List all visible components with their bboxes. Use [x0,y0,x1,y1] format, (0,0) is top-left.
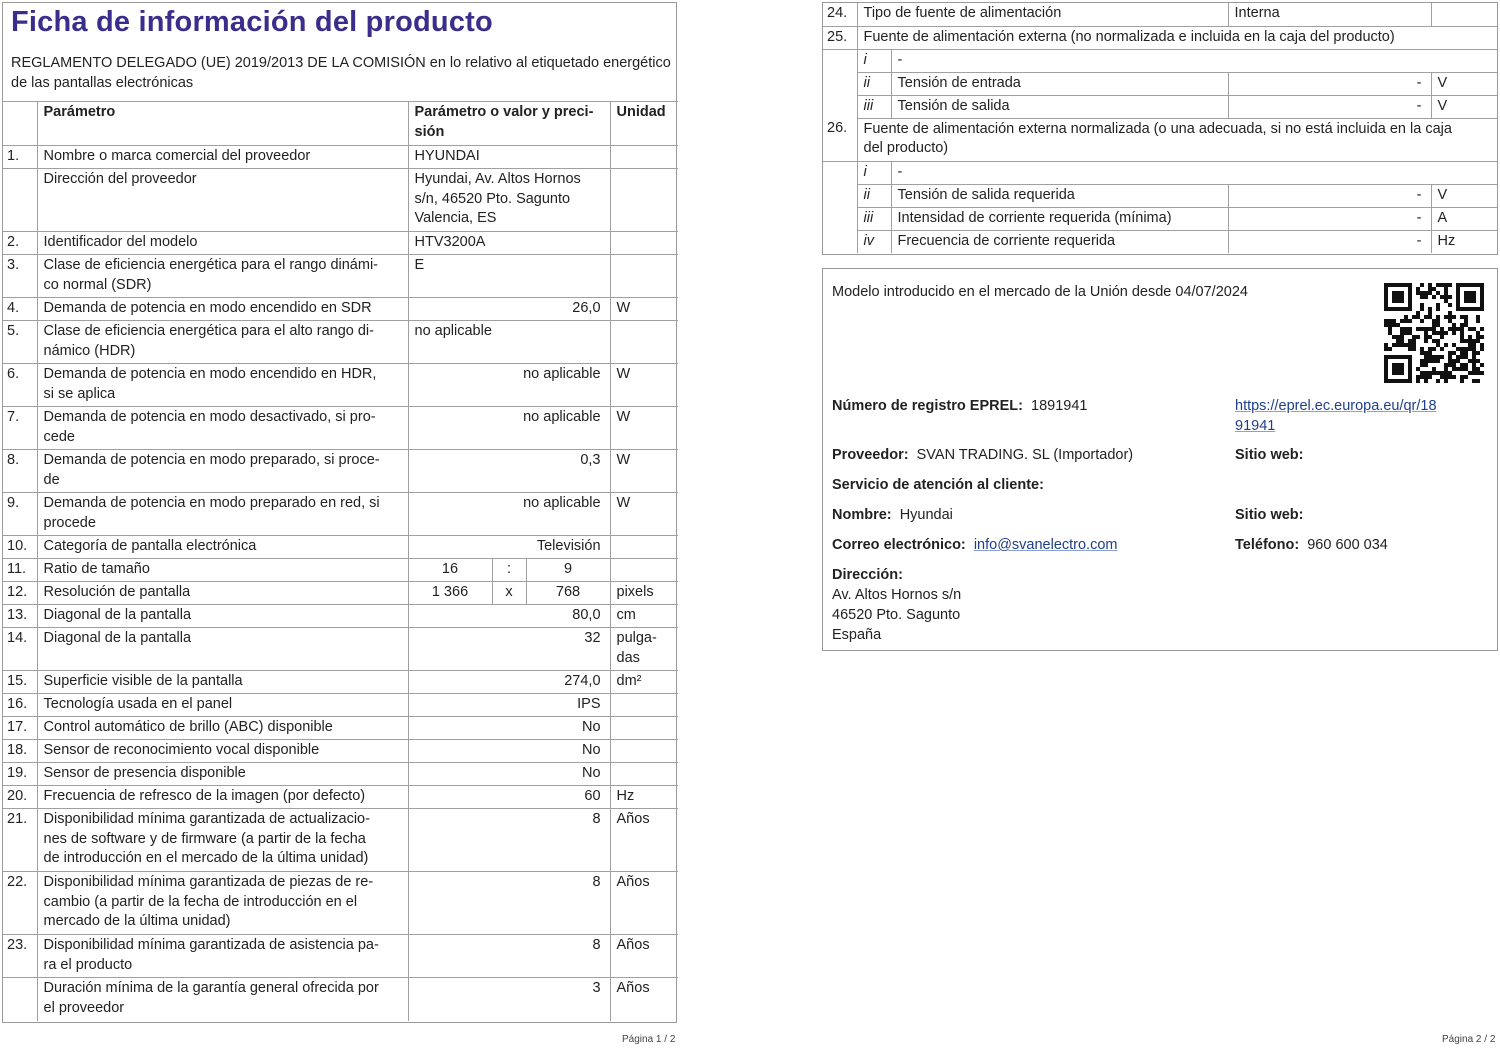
table-row [3,169,678,232]
table-row [823,161,1497,184]
market-intro-text: Modelo introducido en el mercado de la Unión desde 04/07/2024 [832,284,1248,300]
value-part-a: 16 [408,559,492,582]
parameter-value: 3 [408,978,610,1021]
table-row [823,118,1497,161]
row-label: Tensión de salida requerida [891,184,1228,207]
unit-cell [610,763,678,786]
table-row [3,146,678,169]
service-website [1235,505,1303,525]
row-number: 22. [3,872,37,935]
website-label: Sitio web: [1235,447,1304,463]
sub-item-marker: i [857,49,891,72]
parameter-value: 0,3 [408,450,610,493]
row-number [3,978,37,1021]
row-number: 24. [823,3,857,26]
table-row [3,935,678,978]
row-number: 1. [3,146,37,169]
row-unit: Hz [1431,230,1497,253]
row-number: 21. [3,809,37,872]
row-number: 18. [3,740,37,763]
table-row [3,232,678,255]
parameter-label: Identificador del modelo [37,232,408,255]
parameter-label: Resolución de pantalla [37,582,408,605]
parameter-label: Demanda de potencia en modo preparado en red, si procede [37,493,408,536]
row-number-empty [823,72,857,95]
parameter-label: Nombre o marca comercial del proveedor [37,146,408,169]
unit-cell: W [610,364,678,407]
email-link[interactable]: info@svanelectro.com [973,537,1118,553]
unit-cell [610,536,678,559]
unit-cell [610,740,678,763]
row-unit: V [1431,72,1497,95]
supplier-line [832,445,1133,465]
table-row [823,3,1497,26]
supplier-label: Proveedor: [832,447,909,463]
row-unit: A [1431,207,1497,230]
row-number-empty [823,95,857,118]
row-number: 25. [823,26,857,49]
product-info-sheet-page-1 [2,2,677,1023]
name-value: Hyundai [899,507,953,523]
row-value: - [1228,72,1431,95]
eprel-link[interactable] [1235,396,1437,436]
parameter-label: Diagonal de la pantalla [37,628,408,671]
row-number: 7. [3,407,37,450]
parameter-value: 274,0 [408,671,610,694]
parameter-label: Disponibilidad mínima garantizada de asistencia pa- ra el producto [37,935,408,978]
row-unit [1431,3,1497,26]
parameter-label: Demanda de potencia en modo desactivado, si pro- cede [37,407,408,450]
table-row [3,582,678,605]
value-separator: : [492,559,526,582]
table-row [3,407,678,450]
address-line-2: 46520 Pto. Sagunto [832,607,961,623]
parameter-value: no aplicable [408,321,610,364]
row-number: 10. [3,536,37,559]
unit-cell [610,255,678,298]
phone-line [1235,535,1388,555]
address-line-3: España [832,627,882,643]
row-number: 16. [3,694,37,717]
parameter-value: HYUNDAI [408,146,610,169]
supplier-value: SVAN TRADING. SL (Importador) [916,447,1134,463]
parameter-value: no aplicable [408,364,610,407]
parameter-value: 60 [408,786,610,809]
page-number: Página 1 / 2 [622,1034,676,1045]
table-row [823,26,1497,49]
eprel-link-line-2[interactable]: 91941 [1235,418,1276,434]
row-number-empty [823,184,857,207]
table-row [3,321,678,364]
value-part-b: 768 [526,582,610,605]
parameter-value: no aplicable [408,493,610,536]
unit-cell [610,559,678,582]
parameter-value: No [408,763,610,786]
row-label: Fuente de alimentación externa normalizada (o una adecuada, si no está incluida en la caja del producto) [857,118,1497,161]
sub-item-marker: iii [857,207,891,230]
row-label: Tensión de entrada [891,72,1228,95]
header-value: Parámetro o valor y preci- sión [408,102,610,146]
row-number: 14. [3,628,37,671]
page-title: Ficha de información del producto [11,6,493,38]
row-label: Intensidad de corriente requerida (mínima) [891,207,1228,230]
parameter-label: Clase de eficiencia energética para el alto rango di- námico (HDR) [37,321,408,364]
sub-item-marker: ii [857,72,891,95]
unit-cell [610,321,678,364]
table-row [3,493,678,536]
row-number: 11. [3,559,37,582]
parameter-value: No [408,740,610,763]
row-label: Fuente de alimentación externa (no normalizada e incluida en la caja del producto) [857,26,1497,49]
parameter-label: Sensor de reconocimiento vocal disponible [37,740,408,763]
table-row [3,740,678,763]
parameter-label: Categoría de pantalla electrónica [37,536,408,559]
eprel-link-line-1[interactable]: https://eprel.ec.europa.eu/qr/18 [1235,398,1437,414]
parameter-label: Clase de eficiencia energética para el rango dinámi- co normal (SDR) [37,255,408,298]
parameter-label: Disponibilidad mínima garantizada de piezas de re- cambio (a partir de la fecha de introducción en el mercado de la última unidad) [37,872,408,935]
parameter-value: 26,0 [408,298,610,321]
header-parameter: Parámetro [37,102,408,146]
row-value: - [1228,95,1431,118]
unit-cell [610,717,678,740]
header-number-cell [3,102,37,146]
unit-cell: W [610,493,678,536]
row-number-empty [823,230,857,253]
row-label: Tipo de fuente de alimentación [857,3,1228,26]
table-row [3,717,678,740]
row-number: 5. [3,321,37,364]
table-row [3,364,678,407]
address-label: Dirección: [832,567,903,583]
row-number-empty [823,161,857,184]
unit-cell: Hz [610,786,678,809]
power-supply-table-box [822,2,1498,255]
row-value: Interna [1228,3,1431,26]
table-row [3,298,678,321]
table-row [3,872,678,935]
row-number: 20. [3,786,37,809]
page-number: Página 2 / 2 [1442,1034,1496,1045]
qr-code-icon[interactable] [1384,283,1484,383]
email-line [832,535,1117,555]
value-separator: x [492,582,526,605]
parameter-value: Hyundai, Av. Altos Hornos s/n, 46520 Pto. Sagunto Valencia, ES [408,169,610,232]
row-label: - [891,49,1497,72]
table-row [823,230,1497,253]
unit-cell [610,169,678,232]
unit-cell: W [610,407,678,450]
row-number: 2. [3,232,37,255]
unit-cell [610,694,678,717]
row-number-empty [823,49,857,72]
parameter-value: HTV3200A [408,232,610,255]
parameter-label: Dirección del proveedor [37,169,408,232]
unit-cell: dm² [610,671,678,694]
table-row [3,763,678,786]
row-number: 23. [3,935,37,978]
parameter-label: Control automático de brillo (ABC) disponible [37,717,408,740]
eprel-label: Número de registro EPREL: [832,398,1023,414]
row-number: 26. [823,118,857,161]
table-row [3,694,678,717]
row-unit: V [1431,184,1497,207]
table-row [3,255,678,298]
sub-item-marker: iii [857,95,891,118]
supplier-website [1235,445,1303,465]
parameter-label: Demanda de potencia en modo encendido en HDR, si se aplica [37,364,408,407]
row-number: 13. [3,605,37,628]
row-value: - [1228,207,1431,230]
sub-item-marker: i [857,161,891,184]
table-row [3,809,678,872]
phone-label: Teléfono: [1235,537,1300,553]
parameter-label: Frecuencia de refresco de la imagen (por defecto) [37,786,408,809]
table-row [3,786,678,809]
row-number: 17. [3,717,37,740]
table-row [3,605,678,628]
parameter-value: Televisión [408,536,610,559]
unit-cell: Años [610,872,678,935]
row-number: 4. [3,298,37,321]
customer-service-heading [832,475,1044,495]
table-row [823,72,1497,95]
parameter-label: Demanda de potencia en modo encendido en SDR [37,298,408,321]
parameter-label: Demanda de potencia en modo preparado, si proce- de [37,450,408,493]
phone-value: 960 600 034 [1307,537,1388,553]
value-part-b: 9 [526,559,610,582]
table-row [3,559,678,582]
table-row [3,671,678,694]
parameter-label: Superficie visible de la pantalla [37,671,408,694]
row-label: Tensión de salida [891,95,1228,118]
customer-service-label: Servicio de atención al cliente: [832,477,1044,493]
table-row [3,978,678,1021]
eprel-registration [832,396,1087,416]
row-number: 12. [3,582,37,605]
row-number: 19. [3,763,37,786]
value-part-a: 1 366 [408,582,492,605]
parameter-value: no aplicable [408,407,610,450]
sub-item-marker: iv [857,230,891,253]
unit-cell: pixels [610,582,678,605]
unit-cell [610,232,678,255]
supplier-info-box [822,268,1498,651]
website-label: Sitio web: [1235,507,1304,523]
regulation-subtitle: REGLAMENTO DELEGADO (UE) 2019/2013 DE LA COMISIÓN en lo relativo al etiquetado energético de las pantallas electrónicas [11,55,671,91]
row-value: - [1228,230,1431,253]
parameter-label: Disponibilidad mínima garantizada de actualizacio- nes de software y de firmware (a partir de la fecha de introducción en el mercado de la última unidad) [37,809,408,872]
parameter-value: IPS [408,694,610,717]
table-row [3,450,678,493]
row-number: 3. [3,255,37,298]
eprel-number: 1891941 [1031,398,1088,414]
unit-cell: Años [610,935,678,978]
parameter-label: Tecnología usada en el panel [37,694,408,717]
unit-cell: cm [610,605,678,628]
table-row [3,536,678,559]
row-unit: V [1431,95,1497,118]
row-number: 8. [3,450,37,493]
parameter-value: 8 [408,809,610,872]
name-line [832,505,953,525]
unit-cell: pulga- das [610,628,678,671]
table-row [3,628,678,671]
parameter-value: 8 [408,935,610,978]
parameter-label: Sensor de presencia disponible [37,763,408,786]
parameter-label: Diagonal de la pantalla [37,605,408,628]
row-number-empty [823,207,857,230]
parameter-value: No [408,717,610,740]
unit-cell: W [610,298,678,321]
row-number: 6. [3,364,37,407]
row-label: - [891,161,1497,184]
parameter-value: 8 [408,872,610,935]
unit-cell: Años [610,978,678,1021]
parameter-value: 80,0 [408,605,610,628]
unit-cell: Años [610,809,678,872]
address-line-1: Av. Altos Hornos s/n [832,587,962,603]
header-unit: Unidad [610,102,678,146]
parameter-label: Ratio de tamaño [37,559,408,582]
power-supply-table [823,3,1497,253]
unit-cell [610,146,678,169]
row-label: Frecuencia de corriente requerida [891,230,1228,253]
sub-item-marker: ii [857,184,891,207]
parameter-value: E [408,255,610,298]
parameter-value: 32 [408,628,610,671]
parameter-label: Duración mínima de la garantía general ofrecida por el proveedor [37,978,408,1021]
table-row [823,95,1497,118]
name-label: Nombre: [832,507,892,523]
row-value: - [1228,184,1431,207]
row-number [3,169,37,232]
table-row [823,49,1497,72]
row-number: 9. [3,493,37,536]
unit-cell: W [610,450,678,493]
table-row [823,184,1497,207]
address-block [832,565,961,645]
table-header-row [3,102,678,146]
product-spec-table [3,101,678,1021]
row-number: 15. [3,671,37,694]
table-row [823,207,1497,230]
email-label: Correo electrónico: [832,537,966,553]
